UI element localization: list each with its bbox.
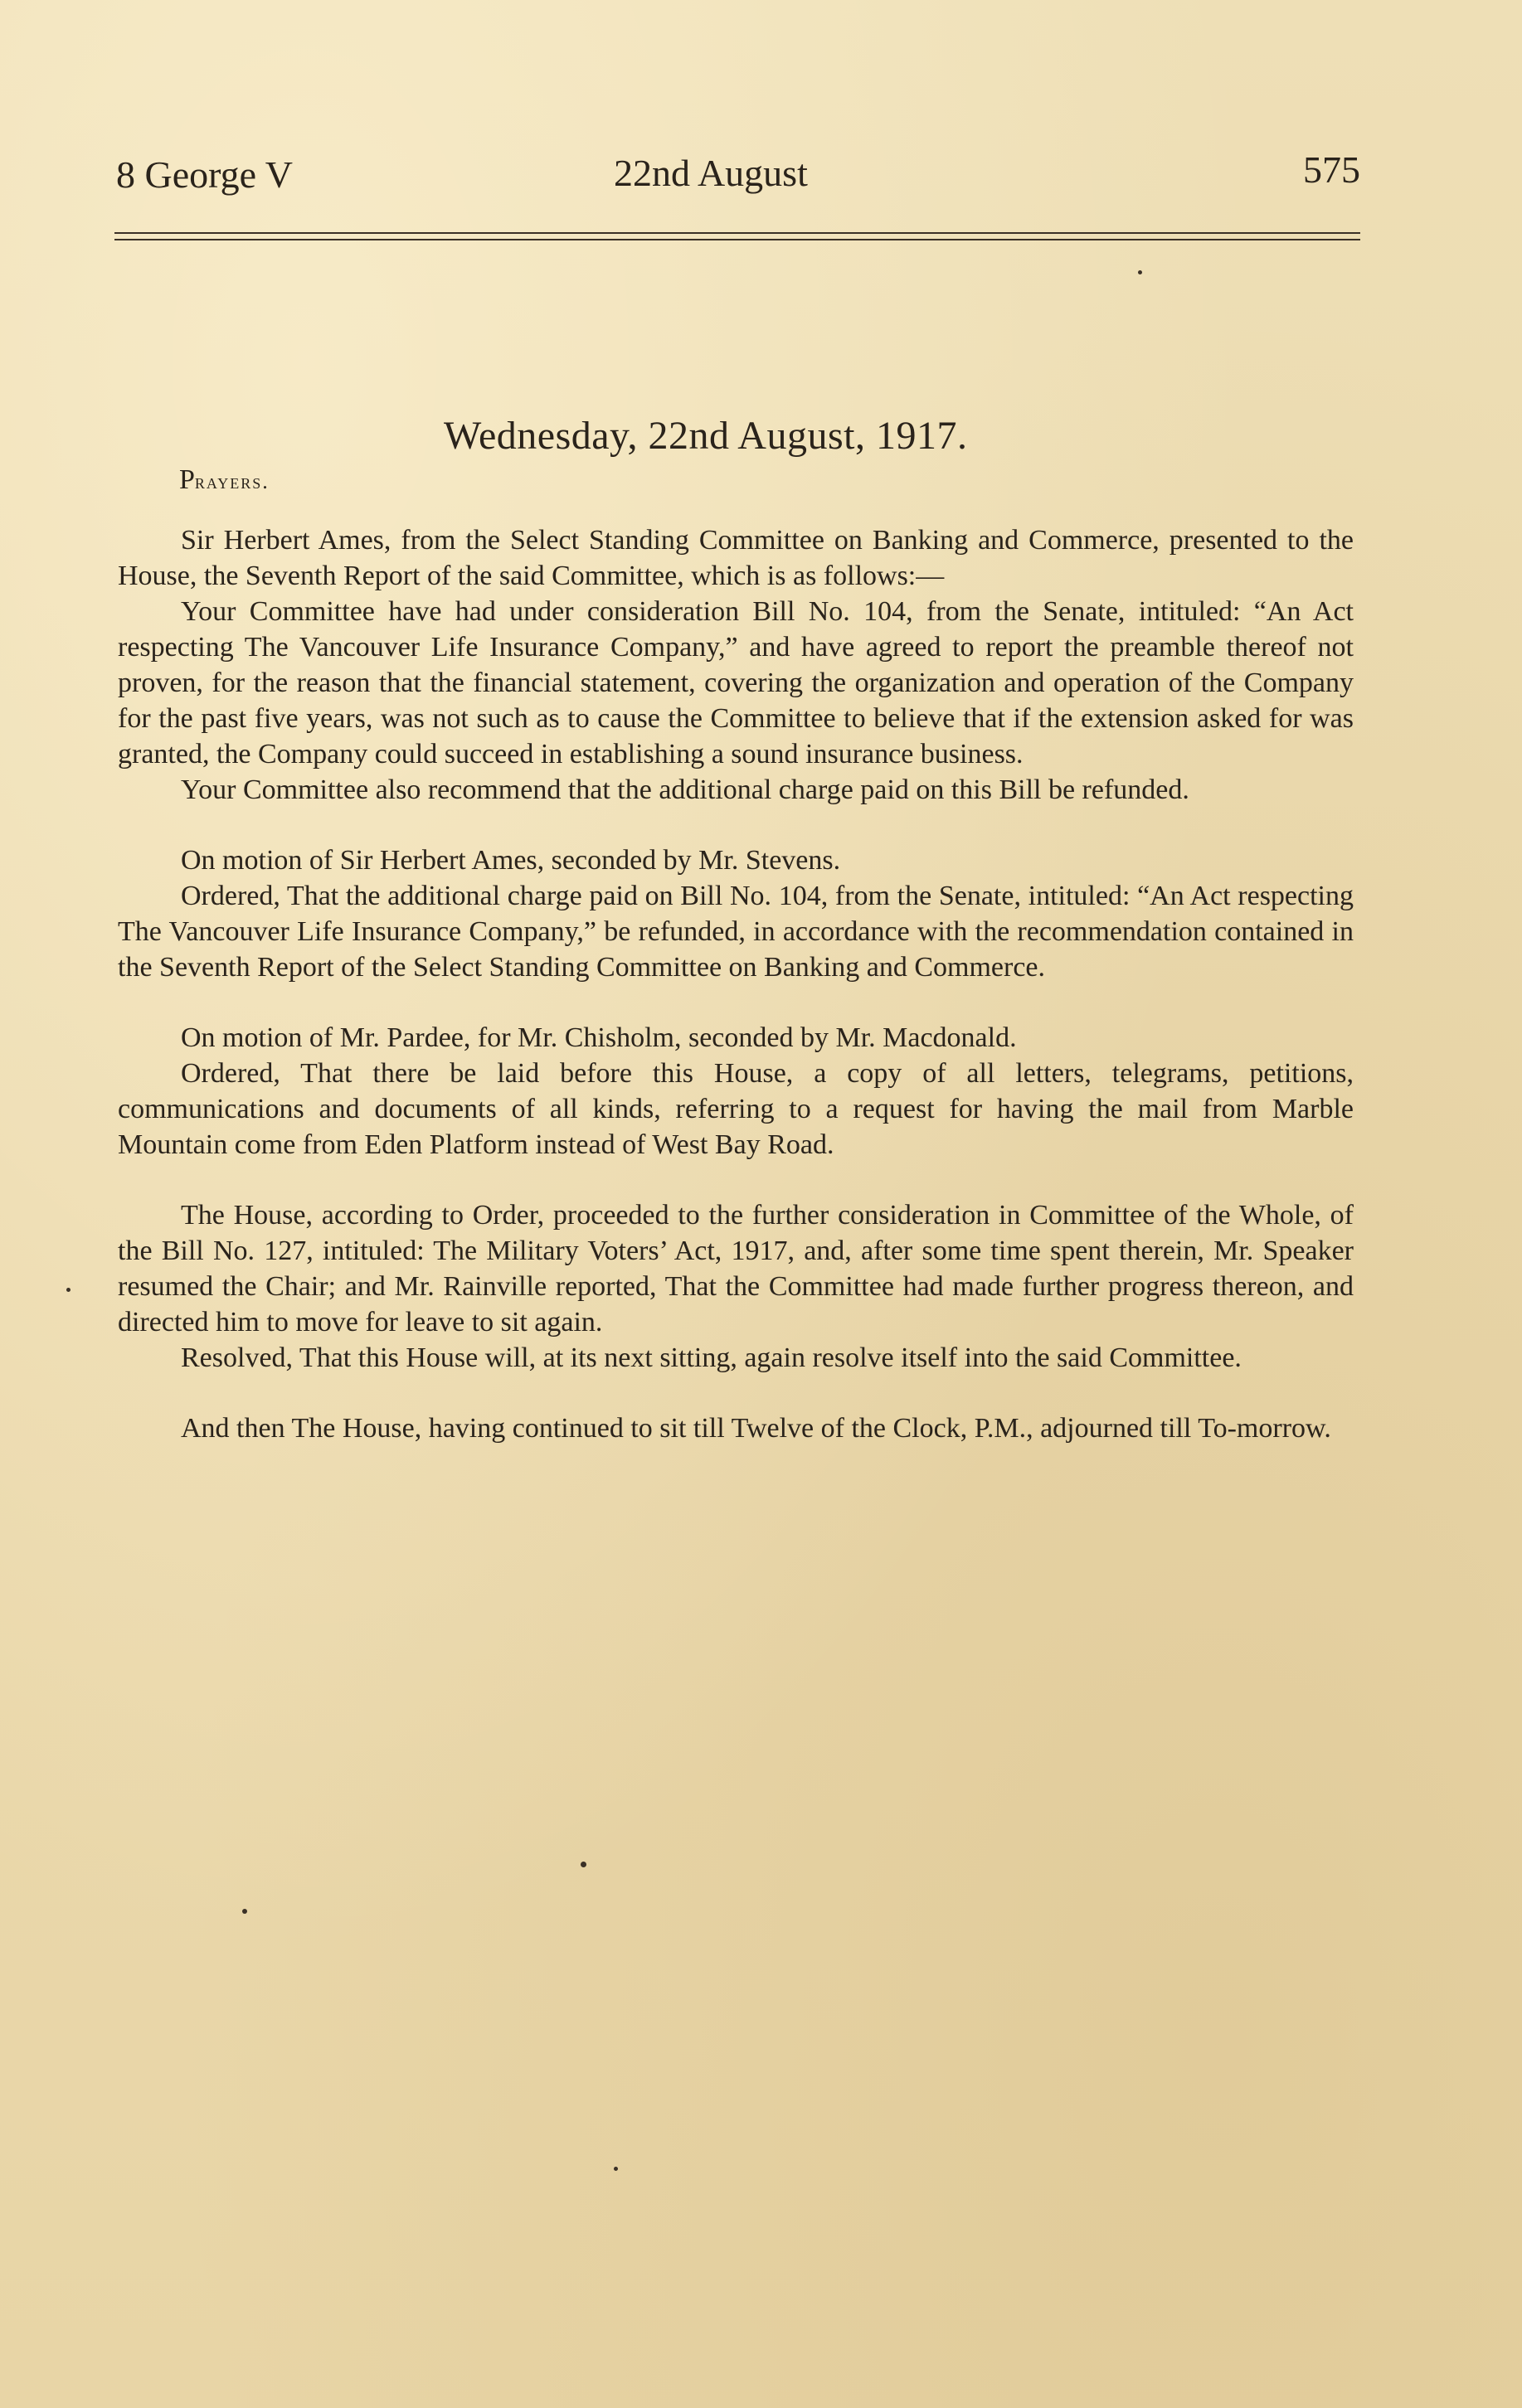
prayers-rest: rayers.	[194, 469, 270, 493]
motion-ames-paragraph: On motion of Sir Herbert Ames, seconded by Mr. Stevens.	[181, 845, 841, 876]
header-rule-top	[114, 232, 1360, 234]
paper-speck	[1138, 270, 1142, 274]
header-date: 22nd August	[614, 152, 808, 194]
sitting-date-heading: Wednesday, 22nd August, 1917.	[444, 414, 968, 458]
paper-speck	[66, 1288, 71, 1292]
regnal-year: 8 George V	[116, 153, 293, 196]
prayers-initial: P	[179, 464, 195, 495]
page-number: 575	[1303, 148, 1360, 191]
motion-pardee-paragraph: On motion of Mr. Pardee, for Mr. Chisholm, seconded by Mr. Macdonald.	[181, 1022, 1017, 1053]
header-rule-bottom	[114, 239, 1360, 240]
paper-speck	[581, 1862, 586, 1867]
report-refund-paragraph: Your Committee also recommend that the additional charge paid on this Bill be refunded.	[181, 774, 1189, 805]
paper-speck	[242, 1909, 247, 1914]
committee-whole-paragraph: The House, according to Order, proceeded to the further consideration in Committee of the Whole, of the Bill No. 127, intituled: The Military Voters’ Act, 1917, and, after some time spent therein, Mr. Speaker resumed the Chair; and Mr. Rainville reported, That the Committee had made further progress thereon, and directed him to move for leave to sit again.	[118, 1200, 1354, 1338]
running-head	[116, 148, 1360, 206]
adjournment-paragraph: And then The House, having continued to sit till Twelve of the Clock, P.M., adjourned till To-morrow.	[181, 1413, 1331, 1444]
resolved-paragraph: Resolved, That this House will, at its next sitting, again resolve itself into the said Committee.	[181, 1342, 1242, 1373]
report-bill-paragraph: Your Committee have had under consideration Bill No. 104, from the Senate, intituled: “An Act respecting The Vancouver Life Insurance Company,” and have agreed to report the preamble thereof not proven, for the reason that the financial statement, covering the organization and operation of the Company for the past five years, was not such as to cause the Committee to believe that if the extension asked for was granted, the Company could succeed in establishing a sound insurance business.	[118, 596, 1354, 769]
order-refund-paragraph: Ordered, That the additional charge paid on Bill No. 104, from the Senate, intituled: “An Act respecting The Vancouver Life Insurance Company,” be refunded, in accordance with the recommendation contained in the Seventh Report of the Select Standing Committee on Banking and Commerce.	[118, 881, 1354, 983]
report-intro-paragraph: Sir Herbert Ames, from the Select Standing Committee on Banking and Commerce, presented to the House, the Seventh Report of the said Committee, which is as follows:—	[118, 525, 1354, 591]
paper-speck	[614, 2167, 618, 2171]
order-documents-paragraph: Ordered, That there be laid before this House, a copy of all letters, telegrams, petitions, communications and documents of all kinds, referring to a request for having the mail from Marble Mountain come from Eden Platform instead of West Bay Road.	[118, 1058, 1354, 1160]
proceedings-body	[118, 522, 1354, 1446]
prayers-label	[179, 464, 270, 496]
